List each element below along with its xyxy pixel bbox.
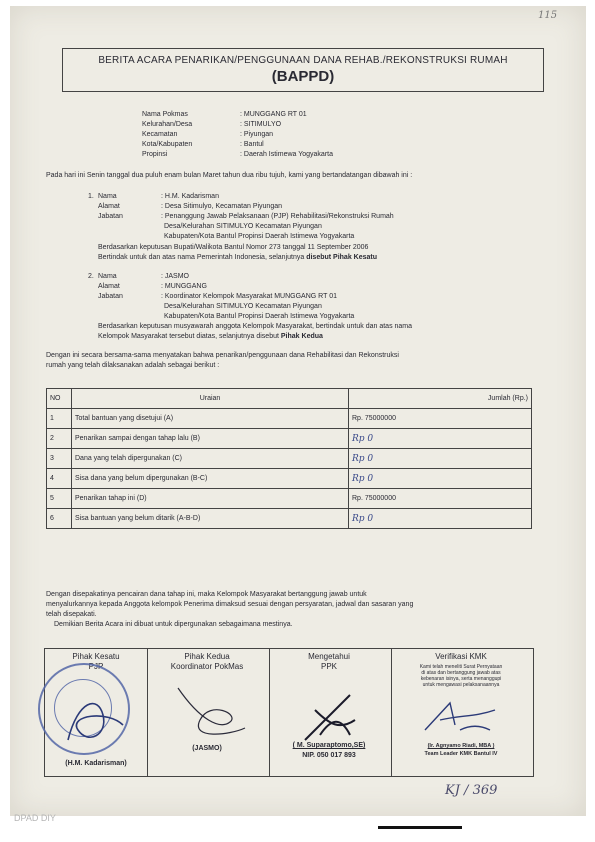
info-row-pokmas: Nama Pokmas : MUNGGANG RT 01 [142, 111, 307, 118]
party1-position-line2: Desa/Kelurahan SITIMULYO Kecamatan Piyungan [164, 223, 322, 230]
party2-name-row: 2. Nama : JASMO [88, 273, 190, 280]
row-uraian: Sisa bantuan yang belum ditarik (A-B-D) [72, 509, 349, 529]
party2-position-line2: Desa/Kelurahan SITIMULYO Kecamatan Piyungan [164, 303, 322, 310]
sig3-nip: NIP. 050 017 893 [302, 752, 356, 759]
table-row [47, 449, 532, 469]
row-uraian: Penarikan tahap ini (D) [72, 489, 349, 509]
opening-paragraph: Pada hari ini Senin tanggal dua puluh enam bulan Maret tahun dua ribu tujuh, kami yang bertandatangan dibawah ini : [46, 172, 413, 179]
disbursement-table [46, 388, 532, 529]
handwritten-archive-code: KJ / 369 [445, 783, 498, 798]
row-jumlah: Rp. 75000000 [349, 489, 532, 509]
info-row-propinsi: Propinsi : Daerah Istimewa Yogyakarta [142, 151, 333, 158]
sig3-title: Mengetahui [308, 652, 350, 661]
party1-act: Bertindak untuk dan atas nama Pemerintah Indonesia, selanjutnya disebut Pihak Kesatu [98, 254, 377, 261]
table-header-row [47, 389, 532, 409]
closing-line3: telah disepakati. [46, 611, 97, 618]
archive-watermark: DPAD DIY [14, 813, 56, 823]
sig1-title: Pihak Kesatu [72, 652, 120, 661]
info-row-desa: Kelurahan/Desa : SITIMULYO [142, 121, 282, 128]
header-no: NO [47, 389, 72, 409]
sig2-title: Pihak Kedua [184, 652, 230, 661]
header-jumlah: Jumlah (Rp.) [349, 389, 532, 409]
table-row [47, 489, 532, 509]
sig1-name: (H.M. Kadarisman) [65, 760, 127, 767]
table-row [47, 429, 532, 449]
agreement-line2: rumah yang telah dilaksanakan adalah sebagai berikut : [46, 362, 220, 369]
sig4-role: Team Leader KMK Bantul IV [424, 751, 498, 757]
closing-line4: Demikian Berita Acara ini dibuat untuk dipergunakan sebagaimana mestinya. [54, 621, 293, 628]
signature-ppk [300, 690, 360, 745]
sig1-role: PJP [88, 662, 104, 671]
signature-kmk [420, 695, 500, 740]
info-row-kabupaten: Kota/Kabupaten : Bantul [142, 141, 264, 148]
party1-position-line3: Kabupaten/Kota Bantul Propinsi Daerah Istimewa Yogyakarta [164, 233, 355, 240]
party2-address-row: Alamat : MUNGGANG [98, 283, 207, 290]
row-no: 2 [47, 429, 72, 449]
party2-position-line3: Kabupaten/Kota Bantul Propinsi Daerah Istimewa Yogyakarta [164, 313, 355, 320]
row-uraian: Sisa dana yang belum dipergunakan (B-C) [72, 469, 349, 489]
row-no: 4 [47, 469, 72, 489]
signature-pjp [58, 690, 128, 750]
agreement-line1: Dengan ini secara bersama-sama menyatakan bahwa penarikan/penggunaan dana Rehabilitasi dan Rekonstruksi [46, 352, 399, 359]
sig2-role: Koordinator PokMas [170, 662, 244, 671]
closing-line2: menyalurkannya kepada Anggota kelompok Penerima dimaksud sesuai dengan persyaratan, jadwal dan sasaran yang [46, 601, 414, 608]
row-no: 6 [47, 509, 72, 529]
sig4-name: (Ir. Agnyamo Riadi, MBA ) [427, 743, 495, 749]
party1-name-row: 1. Nama : H.M. Kadarisman [88, 193, 219, 200]
sig2-name: (JASMO) [192, 745, 222, 752]
row-no: 1 [47, 409, 72, 429]
party2-basis-line1: Berdasarkan keputusan musyawarah anggota Kelompok Masyarakat, bertindak untuk dan atas nama [98, 323, 413, 330]
table-row [47, 509, 532, 529]
header-uraian: Uraian [72, 389, 349, 409]
row-no: 3 [47, 449, 72, 469]
table-row [47, 469, 532, 489]
sig3-name: ( M. Suparaptomo,SE) [292, 742, 366, 749]
row-jumlah: Rp 0 [349, 449, 532, 469]
row-jumlah: Rp 0 [349, 509, 532, 529]
row-uraian: Dana yang telah dipergunakan (C) [72, 449, 349, 469]
row-jumlah: Rp. 75000000 [349, 409, 532, 429]
verification-note: Kami telah meneliti Surat Pernyataan di atas dan bertanggung jawab atas kebenaran isinya, serta menanggupi untuk mengawasi pelaksanaannya [419, 664, 503, 688]
closing-line1: Dengan disepakatinya pencairan dana tahap ini, maka Kelompok Masyarakat bertanggung jawab untuk [46, 591, 367, 598]
party1-basis: Berdasarkan keputusan Bupati/Walikota Bantul Nomor 273 tanggal 11 September 2006 [98, 244, 369, 251]
row-uraian: Penarikan sampai dengan tahap lalu (B) [72, 429, 349, 449]
footer-bar [378, 826, 462, 829]
info-row-kecamatan: Kecamatan : Piyungan [142, 131, 274, 138]
row-uraian: Total bantuan yang disetujui (A) [72, 409, 349, 429]
table-row [47, 409, 532, 429]
row-jumlah: Rp 0 [349, 429, 532, 449]
row-no: 5 [47, 489, 72, 509]
sig4-title: Verifikasi KMK [435, 652, 487, 661]
row-jumlah: Rp 0 [349, 469, 532, 489]
party2-position-row: Jabatan : Koordinator Kelompok Masyarakat MUNGGANG RT 01 [98, 293, 337, 300]
document-title: BERITA ACARA PENARIKAN/PENGGUNAAN DANA REHAB./REKONSTRUKSI RUMAH [98, 55, 508, 66]
party1-position-row: Jabatan : Penanggung Jawab Pelaksanaan (PJP) Rehabilitasi/Rekonstruksi Rumah [98, 213, 394, 220]
document-abbreviation: (BAPPD) [271, 68, 335, 85]
page-number-mark: 115 [538, 10, 558, 21]
signature-pokmas [170, 680, 250, 740]
party2-basis-line2: Kelompok Masyarakat tersebut diatas, selanjutnya disebut Pihak Kedua [98, 333, 323, 340]
party1-address-row: Alamat : Desa Sitimulyo, Kecamatan Piyungan [98, 203, 283, 210]
sig3-role: PPK [320, 662, 337, 671]
